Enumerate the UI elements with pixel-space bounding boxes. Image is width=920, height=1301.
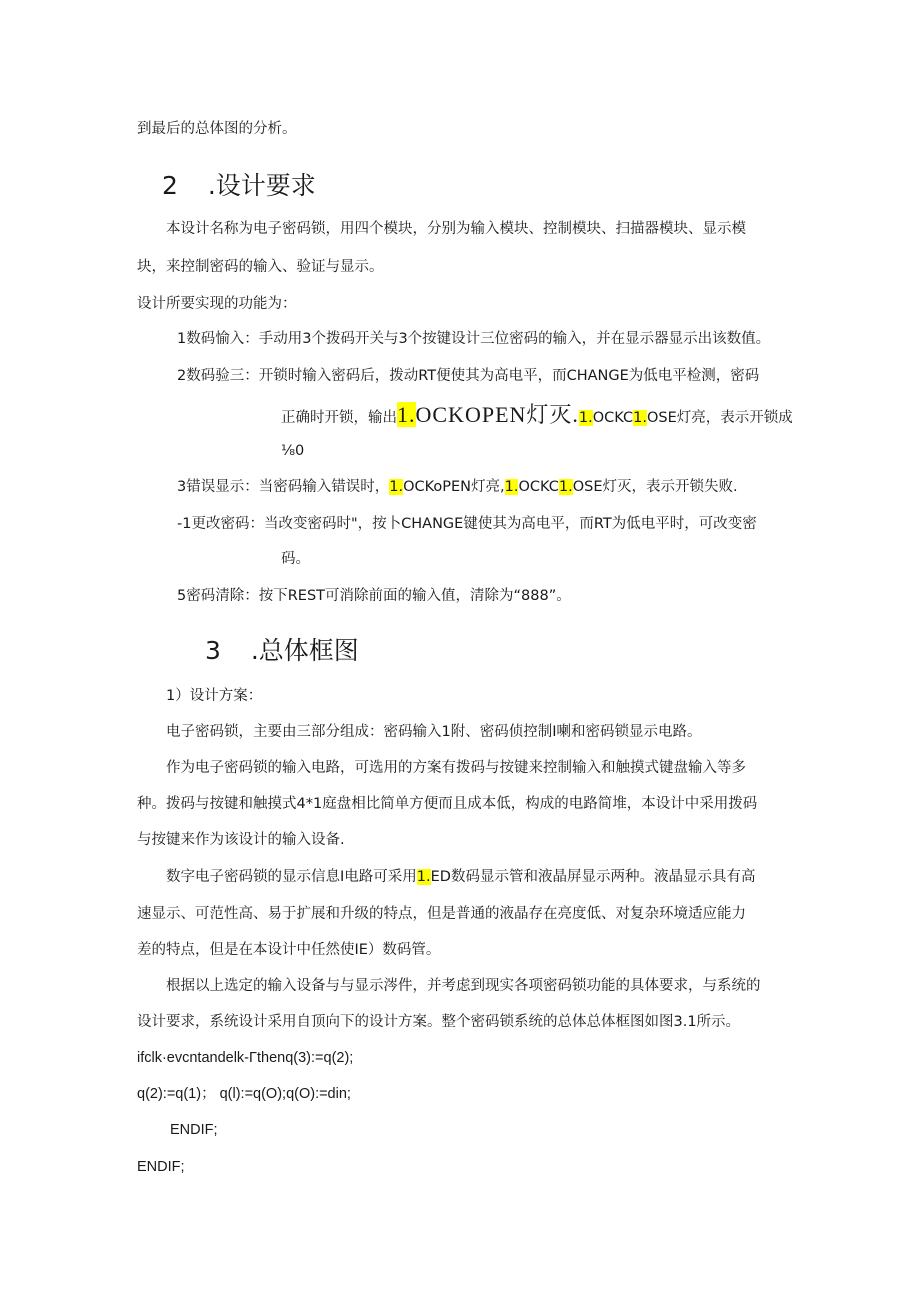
text-run: ED数码显示管和液晶屏显示两种。液晶显示具有高 [430, 869, 756, 885]
highlighted-text: 1. [504, 479, 519, 495]
highlighted-text: 1. [416, 869, 431, 885]
text-run: 数字电子密码锁的显示信息I电路可采用 [166, 869, 417, 885]
paragraph-display-line2: 速显示、可范性高、易于扩展和升级的特点，但是普通的液晶存在亮度低、对复杂环境适应能力 [137, 906, 746, 922]
highlighted-text: 1. [389, 479, 404, 495]
code-line-3: ENDIF; [170, 1122, 218, 1138]
text-run: 正确时开锁，输出 [281, 410, 397, 426]
text-run: OSE灯亮，表示开锁成 [646, 410, 793, 426]
list-item-2-line3: ⅛0 [281, 443, 305, 459]
paragraph-functions-intro: 设计所要实现的功能为： [137, 296, 297, 312]
list-item-1: 1数码愉入：手动用3个拨码开关与3个按键设计三位密码的输入，并在显示器显示出该数值。 [177, 331, 771, 347]
paragraph-input-line1: 作为电子密码锁的输入电路，可选用的方案有拨码与按键来控制输入和触摸式键盘输入等多 [166, 760, 746, 776]
code-line-4: ENDIF; [137, 1159, 185, 1175]
section-3-title: .总体框图 [250, 636, 359, 665]
text-run: OCKOPEN灯灭. [415, 402, 579, 427]
paragraph-input-line3: 与按键来作为该设计的输入设备. [137, 832, 345, 848]
section-2-title: .设计要求 [207, 171, 316, 200]
list-item-2-line1: 2数码验三：开锁时输入密码后，拨动RT便使其为高电平，而CHANGE为低电平检测，密码 [177, 368, 760, 384]
text-run: OCKC [592, 410, 634, 426]
section-3-number: 3 [205, 636, 221, 665]
section-2-heading [162, 170, 316, 202]
list-item-2-line2 [281, 401, 793, 432]
section-3-heading [205, 635, 359, 667]
text-run: OCKoPEN灯亮, [403, 479, 505, 495]
text-run: OCKC [518, 479, 559, 495]
highlighted-text: 1. [558, 479, 573, 495]
paragraph-intro-tail: 到最后的总体图的分析。 [137, 121, 297, 137]
paragraph-design-scheme-label: 1）设计方案： [166, 688, 263, 704]
paragraph-display-line1 [166, 866, 755, 888]
list-item-3 [177, 476, 738, 498]
list-item-4-line1: -1更改密码：当改变密码时"，按卜CHANGE键使其为高电平，而RT为低电平时，可改变密 [177, 516, 757, 532]
paragraph-design-line1: 本设计名称为电子密码锁，用四个模块，分别为输入模块、控制模块、扫描器模块、显示模 [166, 221, 746, 237]
text-run: 3错误显示：当密码输入错误时， [177, 479, 390, 495]
paragraph-composition: 电子密码锁，主要由三部分组成：密码输入1附、密码侦控制I喇和密码锁显示电路。 [166, 724, 702, 740]
highlighted-text: 1. [578, 410, 593, 426]
highlighted-text: 1. [633, 410, 647, 426]
section-2-number: 2 [162, 171, 178, 200]
paragraph-display-line3: 差的特点，但是在本设计中任然使IE）数码管。 [137, 942, 441, 958]
list-item-5: 5密码清除：按下REST可消除前面的输入值，清除为“888”。 [177, 588, 571, 604]
paragraph-design-line2: 块，来控制密码的输入、验证与显示。 [137, 259, 384, 275]
paragraph-input-line2: 种。拨码与按键和触摸式4*1庭盘相比简单方便而且成本低，构成的电路简堆，本设计中采用拨码 [137, 796, 758, 812]
code-line-2: q(2):=q(1)； q(l):=q(O);q(O):=din; [137, 1086, 351, 1102]
paragraph-scheme-line2: 设计要求，系统设计采用自顶向下的设计方案。整个密码锁系统的总体总体框图如图3.1所示。 [137, 1014, 741, 1030]
code-line-1: ifclk·evcntandelk-Γthenq(3):=q(2); [137, 1050, 354, 1066]
highlighted-text: 1. [397, 402, 416, 427]
text-run: OSE灯灭，表示开锁失败. [572, 479, 738, 495]
paragraph-scheme-line1: 根据以上选定的输入设备与与显示涔件，并考虑到现实各项密码锁功能的具体要求，与系统的 [166, 978, 761, 994]
list-item-4-line2: 码。 [281, 551, 310, 567]
